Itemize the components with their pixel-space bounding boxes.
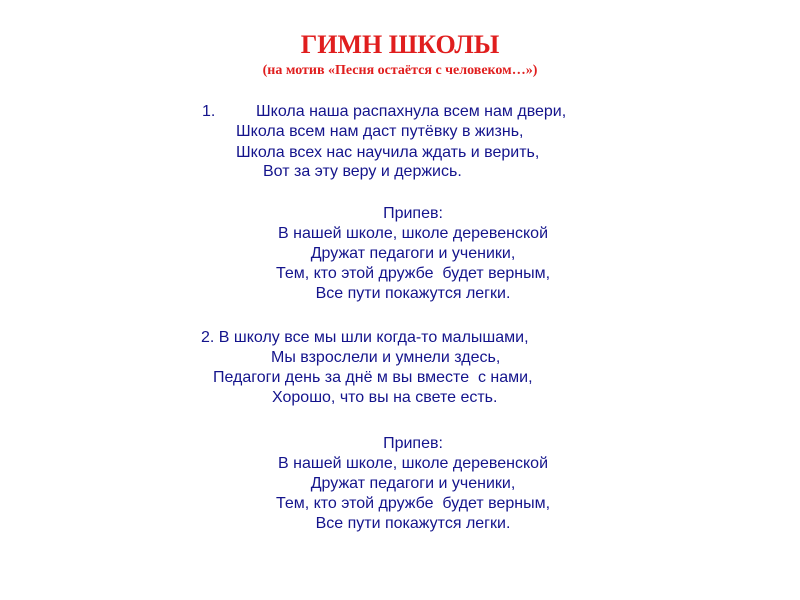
verse-1-number: 1.	[202, 103, 216, 120]
chorus-2-line-1: В нашей школе, школе деревенской	[278, 455, 548, 472]
verse-1-line-2: Школа всем нам даст путёвку в жизнь,	[236, 123, 524, 140]
verse-2-line-1: 2. В школу все мы шли когда-то малышами,	[201, 329, 529, 346]
chorus-1-line-3: Тем, кто этой дружбе будет верным,	[275, 265, 551, 282]
verse-2-line-2: Мы взрослели и умнели здесь,	[271, 349, 501, 366]
chorus-1-line-4: Все пути покажутся легки.	[315, 285, 511, 302]
verse-1-line-4: Вот за эту веру и держись.	[263, 163, 462, 180]
chorus-2-label: Припев:	[383, 435, 443, 452]
chorus-1-line-2: Дружат педагоги и ученики,	[310, 245, 516, 262]
chorus-1-line-1: В нашей школе, школе деревенской	[278, 225, 548, 242]
page-title: ГИМН ШКОЛЫ	[300, 30, 500, 59]
verse-1-line-3: Школа всех нас научила ждать и верить,	[236, 144, 540, 161]
chorus-2-line-3: Тем, кто этой дружбе будет верным,	[275, 495, 551, 512]
verse-2-line-3: Педагоги день за днё м вы вместе с нами,	[213, 369, 533, 386]
verse-2-line-4: Хорошо, что вы на свете есть.	[272, 389, 498, 406]
verse-1-line-1: Школа наша распахнула всем нам двери,	[256, 103, 567, 120]
page-subtitle: (на мотив «Песня остаётся с человеком…»)	[262, 63, 538, 78]
chorus-2-line-2: Дружат педагоги и ученики,	[310, 475, 516, 492]
chorus-1-label: Припев:	[383, 205, 443, 222]
chorus-2-line-4: Все пути покажутся легки.	[315, 515, 511, 532]
